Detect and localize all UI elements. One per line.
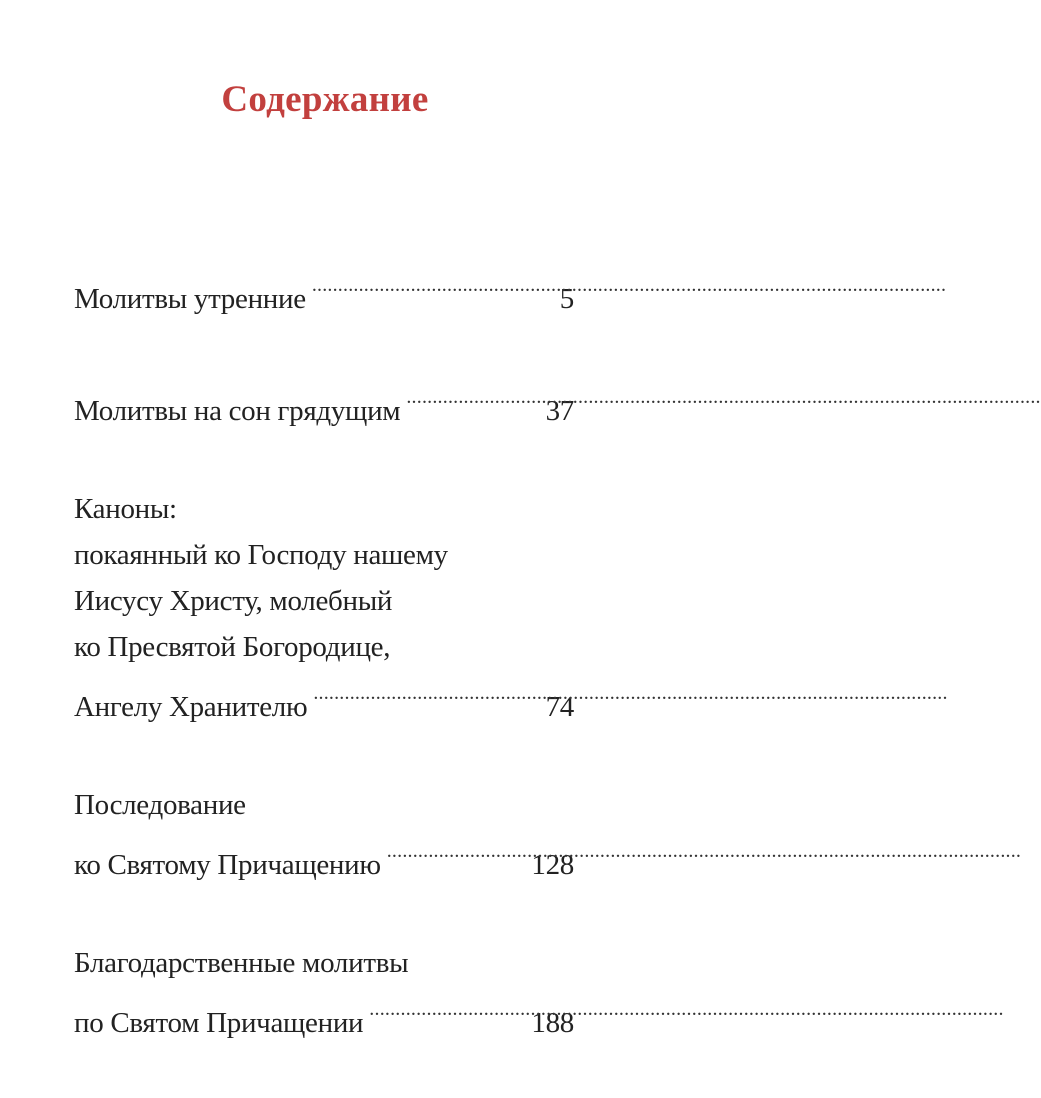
page-title: Содержание bbox=[221, 79, 429, 120]
toc-page-number: 128 bbox=[531, 849, 574, 881]
toc-entry-morning-prayers[interactable] bbox=[74, 262, 574, 322]
toc-entry-line bbox=[74, 828, 574, 888]
toc-entry-line bbox=[74, 670, 574, 730]
toc-entry-thanksgiving-prayers[interactable] bbox=[74, 940, 574, 1046]
toc-page-number: 74 bbox=[545, 691, 574, 723]
toc-entry-title-line: Благодарственные молитвы bbox=[74, 947, 409, 979]
toc-entry-line bbox=[74, 986, 574, 1046]
toc-entry-title-line: Иисусу Христу, молебный bbox=[74, 585, 393, 617]
toc-entry-canons[interactable] bbox=[74, 486, 574, 730]
toc-entry-title: Ангелу Хранителю bbox=[74, 691, 308, 723]
dot-leader bbox=[406, 374, 541, 420]
dot-leader bbox=[312, 262, 556, 308]
table-of-contents bbox=[74, 262, 574, 1098]
toc-entry-evening-prayers[interactable] bbox=[74, 374, 574, 434]
toc-entry-title: ко Святому Причащению bbox=[74, 849, 381, 881]
toc-entry-title: Молитвы утренние bbox=[74, 283, 306, 315]
toc-entry-title-line: Последование bbox=[74, 789, 246, 821]
toc-entry-title: по Святом Причащении bbox=[74, 1007, 364, 1039]
toc-entry-title: Молитвы на сон грядущим bbox=[74, 395, 401, 427]
dot-leader bbox=[387, 828, 528, 874]
toc-page-number: 37 bbox=[545, 395, 574, 427]
toc-page-number: 5 bbox=[559, 283, 574, 315]
toc-entry-title-line: Каноны: bbox=[74, 493, 177, 525]
toc-entry-line bbox=[74, 262, 574, 322]
toc-page-number: 188 bbox=[531, 1007, 574, 1039]
dot-leader bbox=[313, 670, 541, 716]
toc-entry-title-line: ко Пресвятой Богородице, bbox=[74, 631, 391, 663]
toc-entry-communion-rule[interactable] bbox=[74, 782, 574, 888]
toc-entry-title-line: покаянный ко Господу нашему bbox=[74, 539, 448, 571]
dot-leader bbox=[369, 986, 527, 1032]
toc-entry-line bbox=[74, 374, 574, 434]
